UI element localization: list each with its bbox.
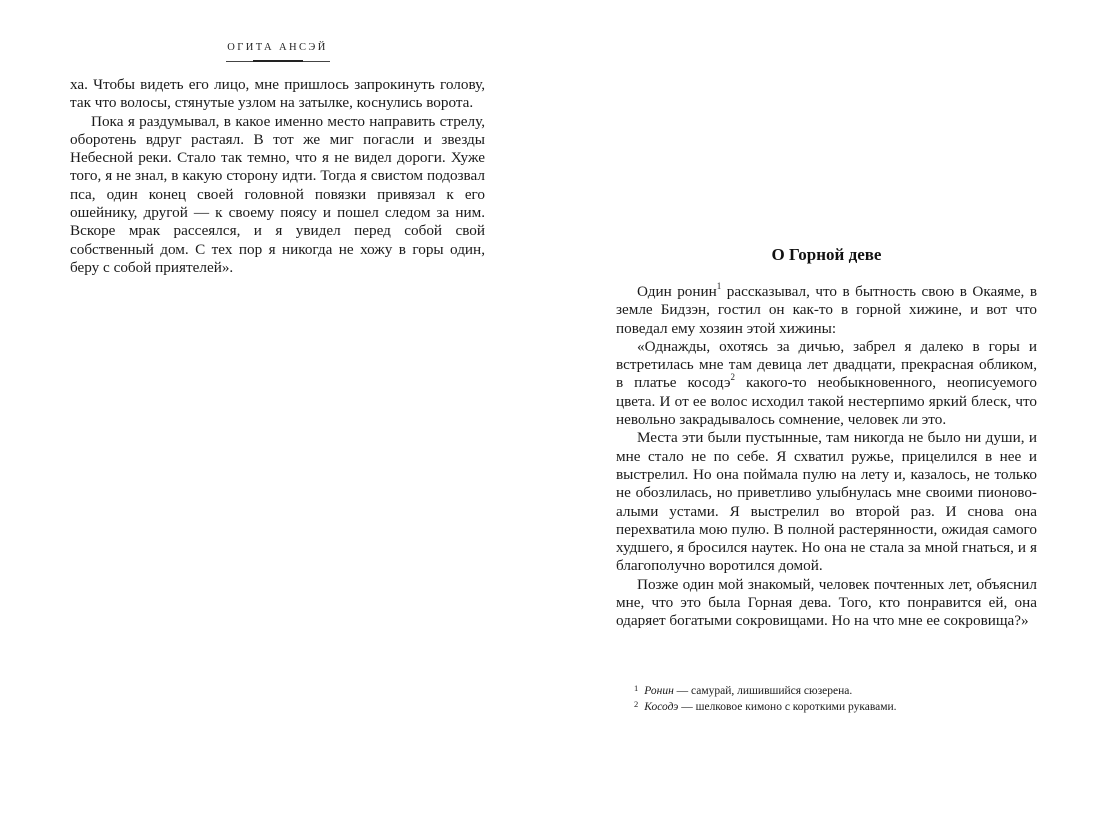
footnote [634, 700, 1034, 716]
footnote-text: — шелковое кимоно с короткими рукавами. [678, 700, 897, 713]
text-run: какого-то необыкновенного, неописуемого цвета. И от ее волос исходил такой нестерпимо яркий блеск, что невольно закрадывалось сомнение, человек ли это. [616, 374, 1037, 429]
running-head: ОГИТА АНСЭЙ [227, 42, 328, 53]
footnote-mark: 1 [634, 683, 639, 693]
footnote-term: Косодэ [644, 700, 679, 713]
right-page [550, 0, 1100, 825]
footnote [634, 684, 1034, 700]
text-run: «Однажды, охотясь за дичью, забрел я далеко в горы и встретилась мне там девица лет двадцати, прекрасная обликом, в платье косодэ [616, 337, 1037, 392]
paragraph: Пока я раздумывал, в какое именно место направить стрелу, оборотень вдруг растаял. В тот же миг погасли и звезды Небесной реки. Стало так темно, что я не видел дороги. Хуже того, я не знал, в какую сторону идти. Тогда я свистом подозвал пса, один конец своей головной повязки привязал к его ошейнику, другой — к своему поясу и пошел следом за ним. Вскоре мрак рассеялся, и я увидел перед собой свой собственный дом. С тех пор я никогда не хожу в горы один, беру с собой приятелей». [70, 112, 485, 276]
running-head-rule [226, 61, 330, 62]
footnotes [634, 684, 1034, 715]
paragraph: Места эти были пустынные, там никогда не было ни души, и мне стало не по себе. Я схватил ружье, прицелился в нее и выстрелил. Но она поймала пулю на лету и, казалось, не только не обозлилась, но приветливо улыбнулась мне своими пионово-алыми устами. Я выстрелил во второй раз. И снова она перехватила мою пулю. В полной растерянности, ожидая самого худшего, я бросился наутек. Но она не стала за мной гнаться, и я благополучно воротился домой. [616, 429, 1037, 575]
footnote-ref: 1 [716, 280, 722, 291]
right-page-text [616, 280, 1037, 631]
text-run: рассказывал, что в бытность свою в Окаяме, в земле Бидзэн, гостил он как-то в горной хижине, и вот что поведал ему хозяин этой хижины: [616, 283, 1037, 337]
left-page-text [70, 76, 485, 277]
paragraph: Позже один мой знакомый, человек почтенных лет, объяснил мне, что это была Горная дева. Того, кто понравится ей, она одаряет богатыми сокровищами. Но на что мне ее сокровища?» [616, 575, 1037, 630]
paragraph [616, 280, 1037, 338]
footnote-ref: 2 [730, 372, 736, 383]
footnote-term: Ронин [644, 685, 674, 697]
paragraph [616, 338, 1037, 429]
text-run: Один ронин [637, 283, 717, 300]
footnote-mark: 2 [634, 698, 639, 709]
paragraph: ха. Чтобы видеть его лицо, мне пришлось запрокинуть голову, так что волосы, стянутые узлом на затылке, коснулись ворота. [70, 76, 485, 112]
footnote-text: — самурай, лишившийся сюзерена. [673, 685, 853, 697]
chapter-title: О Горной деве [771, 245, 882, 264]
